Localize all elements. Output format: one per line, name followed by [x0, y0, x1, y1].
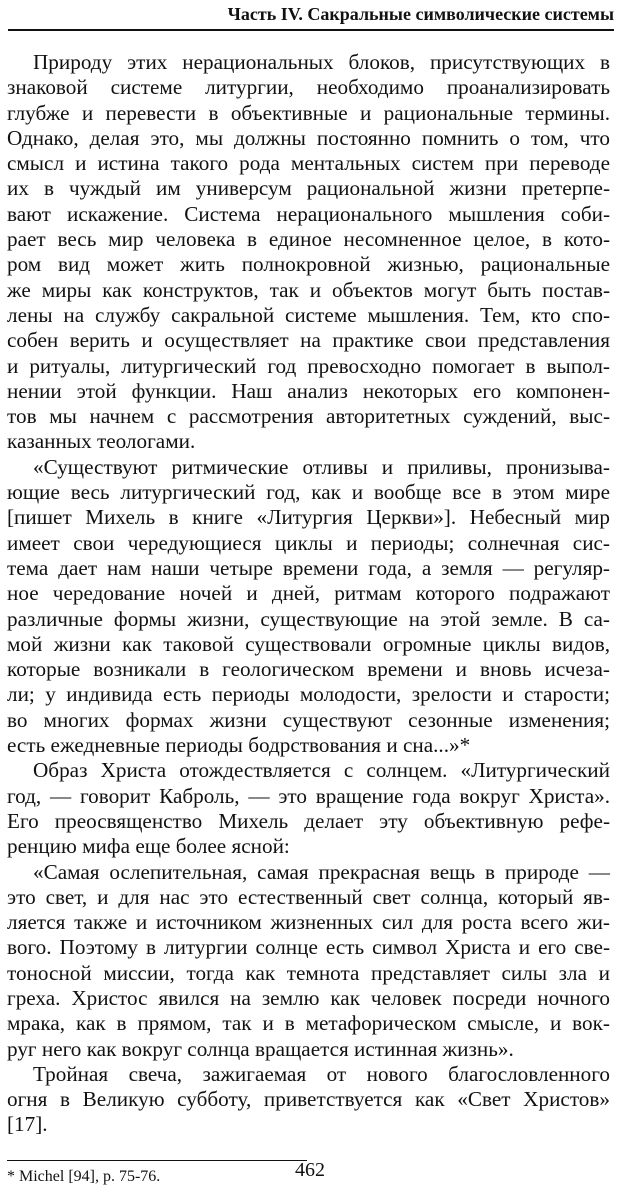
text-line: лены на службу сакральной системе мышления. Тем, кто спо-	[7, 302, 610, 327]
text-line: ющие весь литургический год, как и вообще все в этом мире	[7, 480, 610, 505]
text-line: различные формы жизни, существующие на этой земле. В са-	[7, 606, 610, 631]
text-line: мрака, как в прямом, так и в метафорическом смысле, и вок-	[7, 1011, 610, 1036]
text-line: их в чуждый им универсум рациональной жизни претерпе-	[7, 176, 610, 201]
text-line: Его преосвященство Михель делает эту объективную рефе-	[7, 808, 610, 833]
paragraph	[7, 1062, 610, 1138]
text-line: ное чередование ночей и дней, ритмам которого подражают	[7, 581, 610, 606]
text-line: Природу этих нерациональных блоков, присутствующих в	[33, 50, 610, 74]
text-line: мой жизни как таковой существовали огромные циклы видов,	[7, 631, 610, 656]
text-line: это свет, и для нас это естественный свет солнца, который яв-	[7, 884, 610, 909]
text-line: же миры как конструктов, так и объектов могут быть постав-	[7, 277, 610, 302]
text-line: смысл и истина такого рода ментальных систем при переводе	[7, 151, 610, 176]
text-line: греха. Христос явился на землю как человек посреди ночного	[7, 985, 610, 1010]
header-rule	[8, 29, 614, 31]
text-line: [17].	[7, 1112, 48, 1137]
text-line: которые возникали в геологическом времени и вновь исчеза-	[7, 657, 610, 682]
paragraph	[7, 50, 610, 455]
text-line: тоносной миссии, тогда как темнота представляет силы зла и	[7, 960, 610, 985]
text-line: казанных теологами.	[7, 429, 196, 454]
text-line: вого. Поэтому в литургии солнце есть символ Христа и его све-	[7, 935, 610, 960]
text-line: «Самая ослепительная, самая прекрасная вещь в природе —	[33, 859, 610, 884]
text-line: тема дает нам наши четыре времени года, а земля — регуляр-	[7, 555, 610, 580]
text-line: «Существуют ритмические отливы и приливы, пронизыва-	[33, 454, 610, 479]
page-number: 462	[295, 1159, 325, 1181]
paragraph	[7, 758, 610, 859]
text-line: ляется также и источником жизненных сил для роста всего жи-	[7, 910, 610, 935]
text-line: год, — говорит Каброль, — это вращение года вокруг Христа».	[7, 783, 610, 808]
text-line: ли; у индивида есть периоды молодости, зрелости и старости;	[7, 682, 610, 707]
text-line: собен верить и осуществляет на практике свои представления	[7, 328, 610, 353]
text-line: знаковой системе литургии, необходимо проанализировать	[7, 75, 610, 100]
text-line: огня в Великую субботу, приветствуется как «Свет Христов»	[7, 1087, 610, 1112]
paragraph	[7, 860, 610, 1062]
text-line: рает весь мир человека в единое несомненное целое, в кото-	[7, 227, 610, 252]
text-line: имеет свои чередующиеся циклы и периоды; солнечная сис-	[7, 530, 610, 555]
text-line: ром вид может жить полнокровной жизнью, рациональные	[7, 252, 610, 277]
body-text	[7, 50, 610, 1138]
text-line: Тройная свеча, зажигаемая от нового благословленного	[33, 1061, 610, 1086]
footnote: * Michel [94], p. 75-76.	[7, 1168, 161, 1185]
text-line: тов мы начнем с рассмотрения авторитетных суждений, выс-	[7, 404, 610, 429]
text-line: Однако, делая это, мы должны постоянно помнить о том, что	[7, 125, 610, 150]
text-line: есть ежедневные периоды бодрствования и сна...»*	[7, 733, 471, 758]
text-line: глубже и перевести в объективные и рациональные термины.	[7, 100, 610, 125]
text-line: вают искажение. Система нерационального мышления соби-	[7, 201, 610, 226]
text-line: во многих формах жизни существуют сезонные изменения;	[7, 707, 610, 732]
paragraph	[7, 455, 610, 759]
text-line: [пишет Михель в книге «Литургия Церкви»]. Небесный мир	[7, 505, 610, 530]
text-line: и ритуалы, литургический год превосходно помогает в выпол-	[7, 353, 610, 378]
running-header: Часть IV. Сакральные символические системы	[227, 4, 614, 24]
text-line: Образ Христа отождествляется с солнцем. «Литургический	[33, 758, 610, 783]
text-line: ренцию мифа еще более ясной:	[7, 834, 290, 859]
text-line: руг него как вокруг солнца вращается истинная жизнь».	[7, 1036, 514, 1061]
text-line: нении этой функции. Наш анализ некоторых его компонен-	[7, 378, 610, 403]
